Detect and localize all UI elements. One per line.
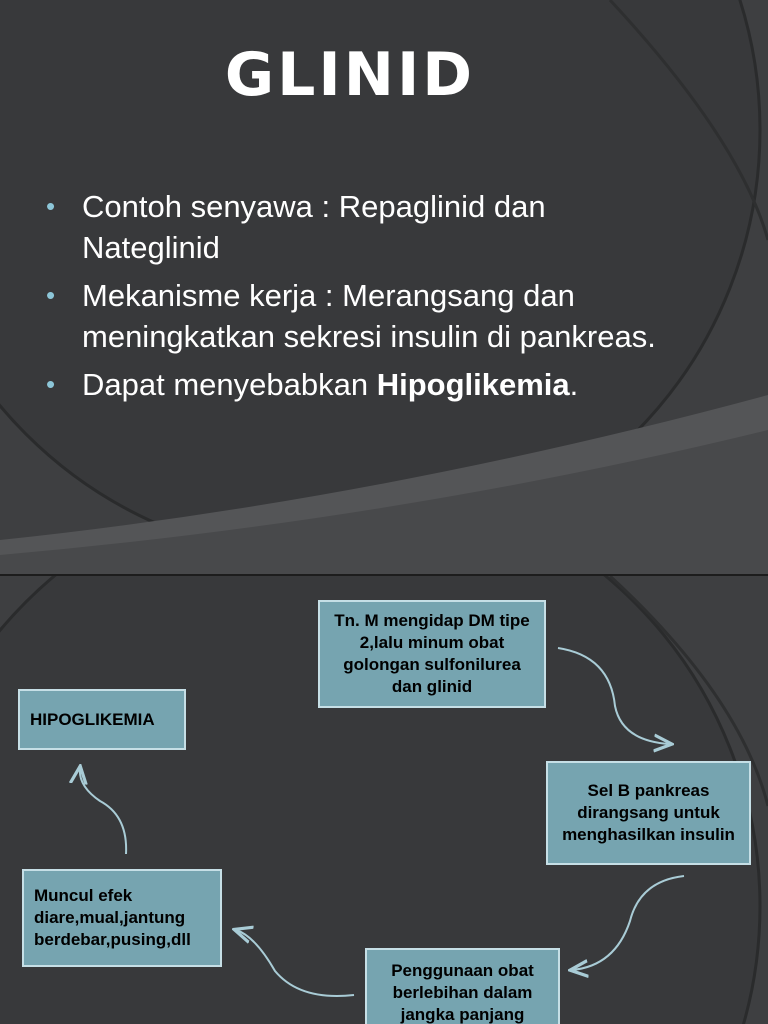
- bullet-text-suffix: .: [569, 367, 579, 402]
- box-penggunaan: Penggunaan obat berlebihan dalam jangka panjang: [365, 948, 560, 1024]
- bullet-dot-icon: •: [46, 369, 56, 399]
- arrow-selb-to-penggunaan: [572, 876, 684, 970]
- bullet-text-bold: Hipoglikemia: [376, 367, 570, 402]
- bullet-item-mekanisme: [40, 275, 660, 357]
- box-tn-m: Tn. M mengidap DM tipe 2,lalu minum obat golongan sulfonilurea dan glinid: [318, 600, 546, 708]
- bullet-item-contoh: [40, 186, 660, 268]
- bullet-list: [40, 186, 660, 412]
- bullet-dot-icon: •: [46, 191, 56, 221]
- bullet-item-hipoglikemia: [40, 364, 660, 405]
- bullet-text-prefix: Dapat menyebabkan: [82, 367, 377, 402]
- slide-flow-diagram: [0, 576, 768, 1024]
- bullet-text: Mekanisme kerja : Merangsang dan meningkatkan sekresi insulin di pankreas.: [82, 278, 656, 354]
- arrow-muncul-to-hipoglikemia: [80, 768, 126, 854]
- bullet-dot-icon: •: [46, 280, 56, 310]
- slide-title: GLINID: [224, 40, 476, 110]
- arrow-tnm-to-selb: [558, 648, 670, 744]
- box-sel-b: Sel B pankreas dirangsang untuk menghasilkan insulin: [546, 761, 751, 865]
- box-hipoglikemia: HIPOGLIKEMIA: [18, 689, 186, 750]
- arrow-penggunaan-to-muncul: [236, 930, 354, 996]
- bullet-text: Contoh senyawa : Repaglinid dan Nateglinid: [82, 189, 546, 265]
- box-muncul: Muncul efek diare,mual,jantung berdebar,pusing,dll: [22, 869, 222, 967]
